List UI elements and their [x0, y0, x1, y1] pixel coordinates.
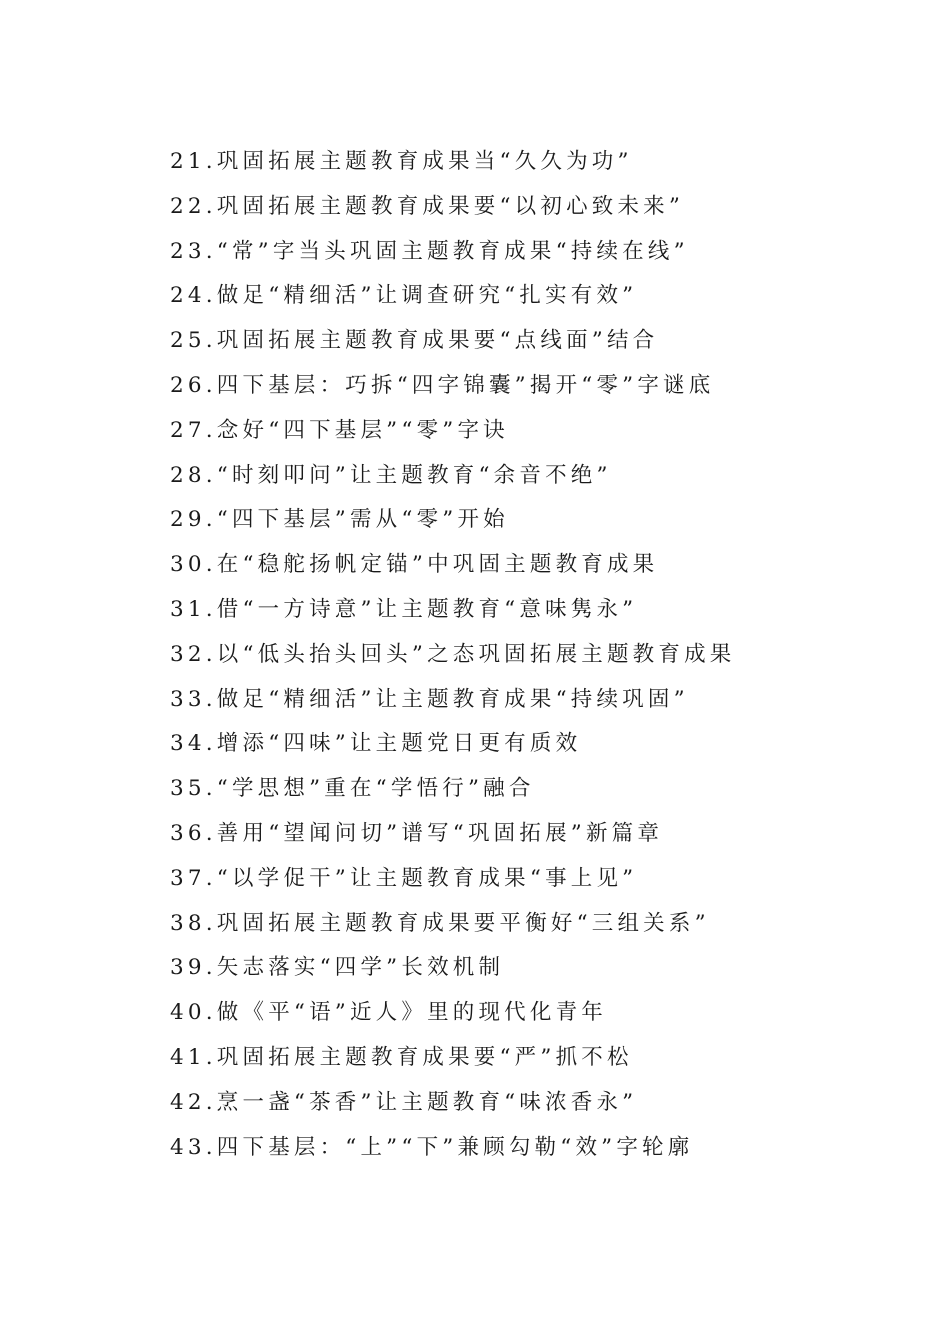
list-item: 40.做《平“语”近人》里的现代化青年	[170, 1000, 607, 1026]
list-item: 25.巩固拓展主题教育成果要“点线面”结合	[170, 328, 659, 354]
list-item: 39.矢志落实“四学”长效机制	[170, 955, 505, 981]
list-item: 43.四下基层：“上”“下”兼顾勾勒“效”字轮廓	[170, 1134, 694, 1160]
list-item: 28.“时刻叩问”让主题教育“余音不绝”	[170, 462, 612, 488]
list-item: 34.增添“四味”让主题党日更有质效	[170, 731, 582, 757]
list-item: 37.“以学促干”让主题教育成果“事上见”	[170, 865, 638, 891]
list-item: 23.“常”字当头巩固主题教育成果“持续在线”	[170, 238, 689, 264]
list-item: 26.四下基层：巧拆“四字锦囊”揭开“零”字谜底	[170, 372, 715, 398]
list-item: 31.借“一方诗意”让主题教育“意味隽永”	[170, 596, 638, 622]
list-item: 22.巩固拓展主题教育成果要“以初心致未来”	[170, 193, 685, 219]
list-item: 21.巩固拓展主题教育成果当“久久为功”	[170, 149, 633, 174]
list-item: 30.在“稳舵扬帆定锚”中巩固主题教育成果	[170, 552, 659, 578]
list-item: 24.做足“精细活”让调查研究“扎实有效”	[170, 283, 638, 309]
list-item: 29.“四下基层”需从“零”开始	[170, 507, 509, 533]
list-item: 33.做足“精细活”让主题教育成果“持续巩固”	[170, 686, 689, 712]
list-item: 27.念好“四下基层”“零”字诀	[170, 417, 509, 443]
list-item: 36.善用“望闻问切”谱写“巩固拓展”新篇章	[170, 820, 664, 846]
list-item: 35.“学思想”重在“学悟行”融合	[170, 776, 535, 802]
list-item: 38.巩固拓展主题教育成果要平衡好“三组关系”	[170, 910, 710, 936]
title-list	[170, 142, 870, 1172]
list-item: 32.以“低头抬头回头”之态巩固拓展主题教育成果	[170, 641, 736, 667]
list-item: 42.烹一盏“茶香”让主题教育“味浓香永”	[170, 1089, 638, 1115]
list-item: 41.巩固拓展主题教育成果要“严”抓不松	[170, 1044, 633, 1070]
